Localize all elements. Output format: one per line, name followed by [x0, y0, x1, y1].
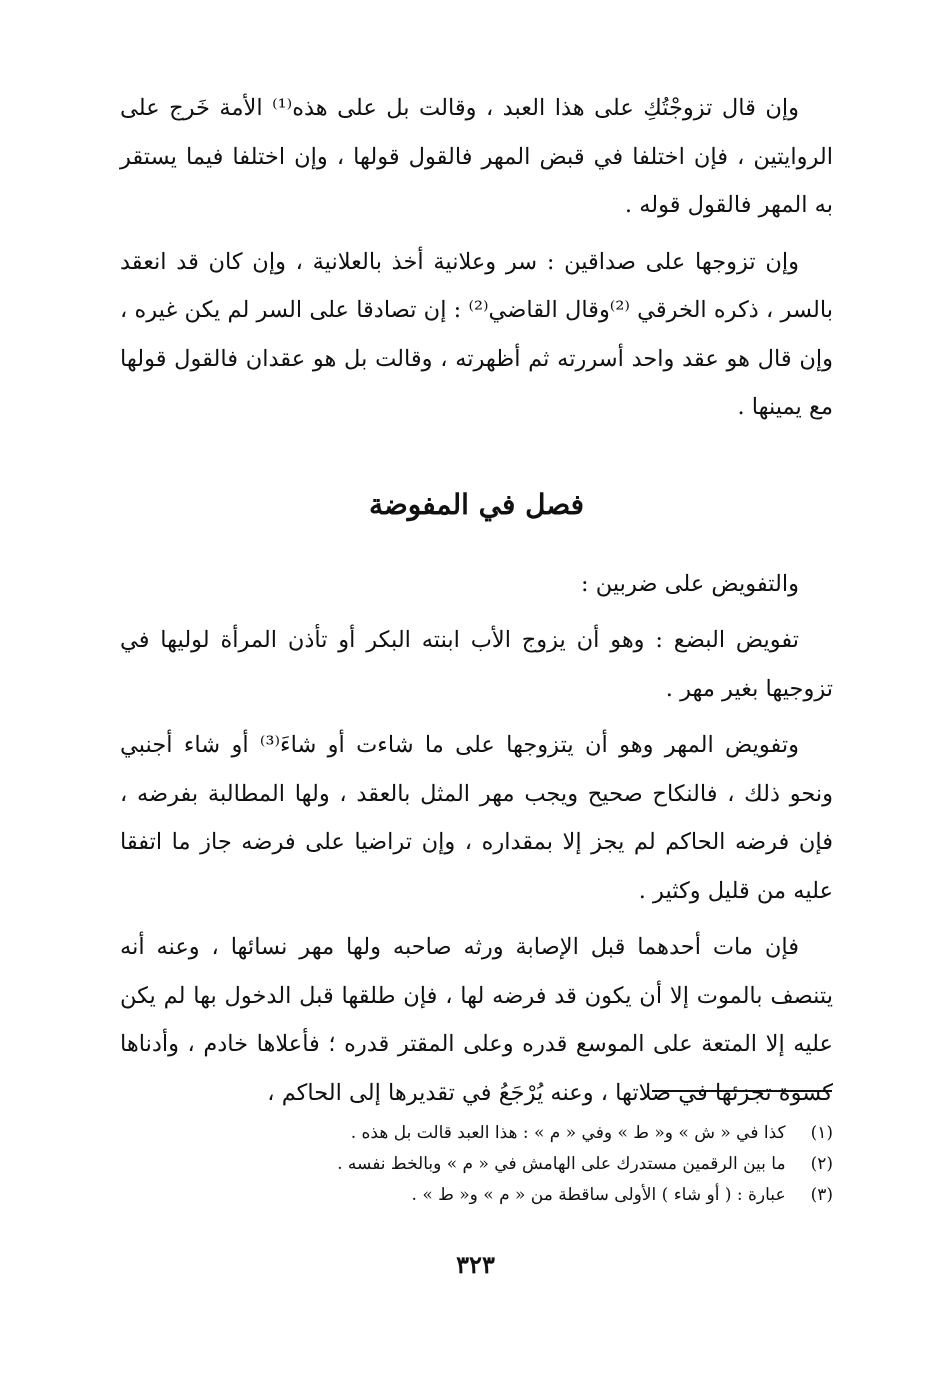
paragraph-4: تفويض البضع : وهو أن يزوج الأب ابنته البكر أو تأذن المرأة لوليها في تزوجيها بغير مهر .: [120, 627, 833, 702]
paragraph-2: وإن تزوجها على صداقين : سر وعلانية أخذ بالعلانية ، وإن كان قد انعقد بالسر ، ذكره الخرقي ⁽²⁾وقال القاضي⁽²⁾ : إن تصادقا على السر لم يكن غيره ، وإن قال هو عقد واحد أسررته ثم أظهرته ، وقالت بل هو عقدان فالقول قولها مع يمينها .: [120, 248, 833, 420]
page-number: ٣٢٣: [456, 1250, 495, 1279]
paragraph-1: وإن قال تزوجْتُكِ على هذا العبد ، وقالت بل على هذه⁽¹⁾ الأمة خَرج على الروايتين ، فإن اختلفا في قبض المهر فالقول قولها ، وإن اختلفا فيما يستقر به المهر فالقول قوله .: [120, 95, 833, 218]
footnote-number: (١): [810, 1123, 833, 1143]
footnote-number: (٢): [810, 1154, 833, 1174]
footnote-number: (٣): [810, 1185, 833, 1205]
paragraph-3: والتفويض على ضربين :: [581, 570, 799, 597]
footnote-2: [120, 1149, 833, 1180]
footnote-text: كذا في « ش » و« ط » وفي « م » : هذا العبد قالت بل هذه .: [350, 1123, 786, 1143]
paragraph-6: فإن مات أحدهما قبل الإصابة ورثه صاحبه ولها مهر نسائها ، وعنه أنه يتنصف بالموت إلا أن يكون قد فرضه لها ، فإن طلقها قبل الدخول بها لم يكن عليه إلا المتعة على الموسع قدره وعلى المقتر قدره ؛ فأعلاها خادم ، وأدناها كسوة تجزئها في صلاتها ، وعنه يُرْجَعُ في تقديرها إلى الحاكم ،: [120, 934, 833, 1106]
footnote-3: [120, 1180, 833, 1211]
section-heading: فصل في المفوضة: [368, 487, 584, 521]
footnote-separator: [652, 1090, 832, 1092]
footnotes: [120, 1118, 833, 1211]
footnote-1: [120, 1118, 833, 1149]
footnote-text: ما بين الرقمين مستدرك على الهامش في « م » وبالخط نفسه .: [337, 1154, 786, 1174]
paragraph-5: وتفويض المهر وهو أن يتزوجها على ما شاءت أو شاءَ⁽³⁾ أو شاء أجنبي ونحو ذلك ، فالنكاح صحيح ويجب مهر المثل بالعقد ، ولها المطالبة بفرضه ، فإن فرضه الحاكم لم يجز إلا بمقداره ، وإن تراضيا على فرضه جاز ما اتفقا عليه من قليل وكثير .: [120, 732, 833, 904]
footnote-text: عبارة : ( أو شاء ) الأولى ساقطة من « م » و« ط » .: [411, 1185, 786, 1205]
